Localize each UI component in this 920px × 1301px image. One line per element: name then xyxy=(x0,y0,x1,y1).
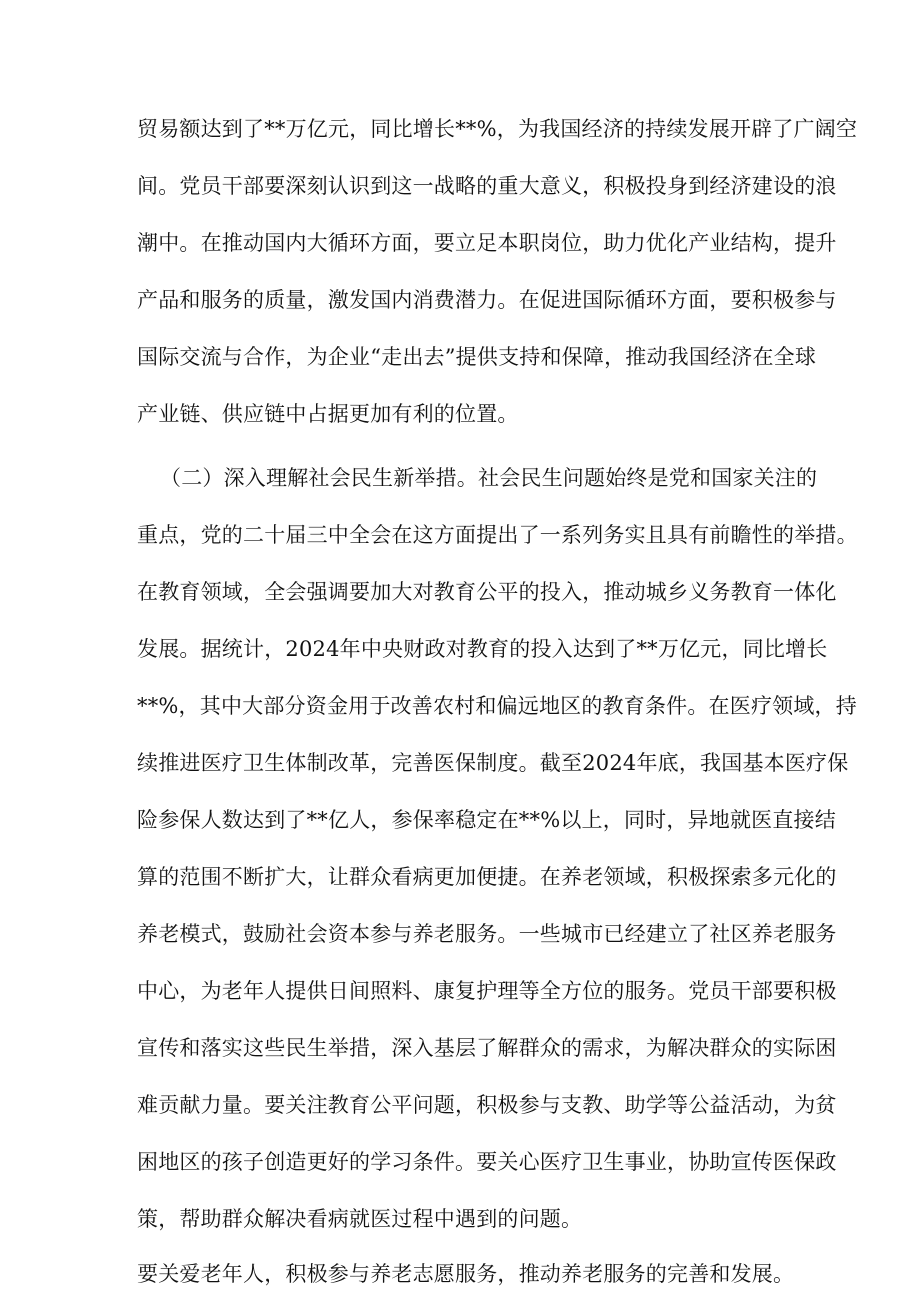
text-line: 发展。据统计，2024年中央财政对教育的投入达到了**万亿元，同比增长 xyxy=(137,637,828,661)
text-line: 贸易额达到了**万亿元，同比增长**%，为我国经济的持续发展开辟了广阔空 xyxy=(137,117,858,141)
text-line: 要关爱老年人，积极参与养老志愿服务，推动养老服务的完善和发展。 xyxy=(137,1262,795,1286)
text-line: 险参保人数达到了**亿人，参保率稳定在**%以上，同时，异地就医直接结 xyxy=(137,808,836,832)
section-heading-line: （二）深入理解社会民生新举措。社会民生问题始终是党和国家关注的 xyxy=(160,466,818,490)
text-line: 产品和服务的质量，激发国内消费潜力。在促进国际循环方面，要积极参与 xyxy=(137,288,837,312)
text-line: 在教育领域，全会强调要加大对教育公平的投入，推动城乡义务教育一体化 xyxy=(137,580,837,604)
text-line: 算的范围不断扩大，让群众看病更加便捷。在养老领域，积极探索多元化的 xyxy=(137,865,837,889)
text-line: 潮中。在推动国内大循环方面，要立足本职岗位，助力优化产业结构，提升 xyxy=(137,231,837,255)
text-line: 中心，为老年人提供日间照料、康复护理等全方位的服务。党员干部要积极 xyxy=(137,979,837,1003)
text-line: 养老模式，鼓励社会资本参与养老服务。一些城市已经建立了社区养老服务 xyxy=(137,922,837,946)
text-line: 难贡献力量。要关注教育公平问题，积极参与支教、助学等公益活动，为贫 xyxy=(137,1093,837,1117)
text-line: 宣传和落实这些民生举措，深入基层了解群众的需求，为解决群众的实际困 xyxy=(137,1036,837,1060)
text-line: **%，其中大部分资金用于改善农村和偏远地区的教育条件。在医疗领域，持 xyxy=(137,694,857,718)
text-line: 重点，党的二十届三中全会在这方面提出了一系列务实且具有前瞻性的举措。 xyxy=(137,523,858,547)
text-line: 国际交流与合作，为企业“走出去”提供支持和保障，推动我国经济在全球 xyxy=(137,345,817,369)
text-line: 策，帮助群众解决看病就医过程中遇到的问题。 xyxy=(137,1207,583,1231)
text-line: 间。党员干部要深刻认识到这一战略的重大意义，积极投身到经济建设的浪 xyxy=(137,174,837,198)
text-line: 困地区的孩子创造更好的学习条件。要关心医疗卫生事业，协助宣传医保政 xyxy=(137,1150,837,1174)
text-line: 续推进医疗卫生体制改革，完善医保制度。截至2024年底，我国基本医疗保 xyxy=(137,751,849,775)
text-line: 产业链、供应链中占据更加有利的位置。 xyxy=(137,402,519,426)
